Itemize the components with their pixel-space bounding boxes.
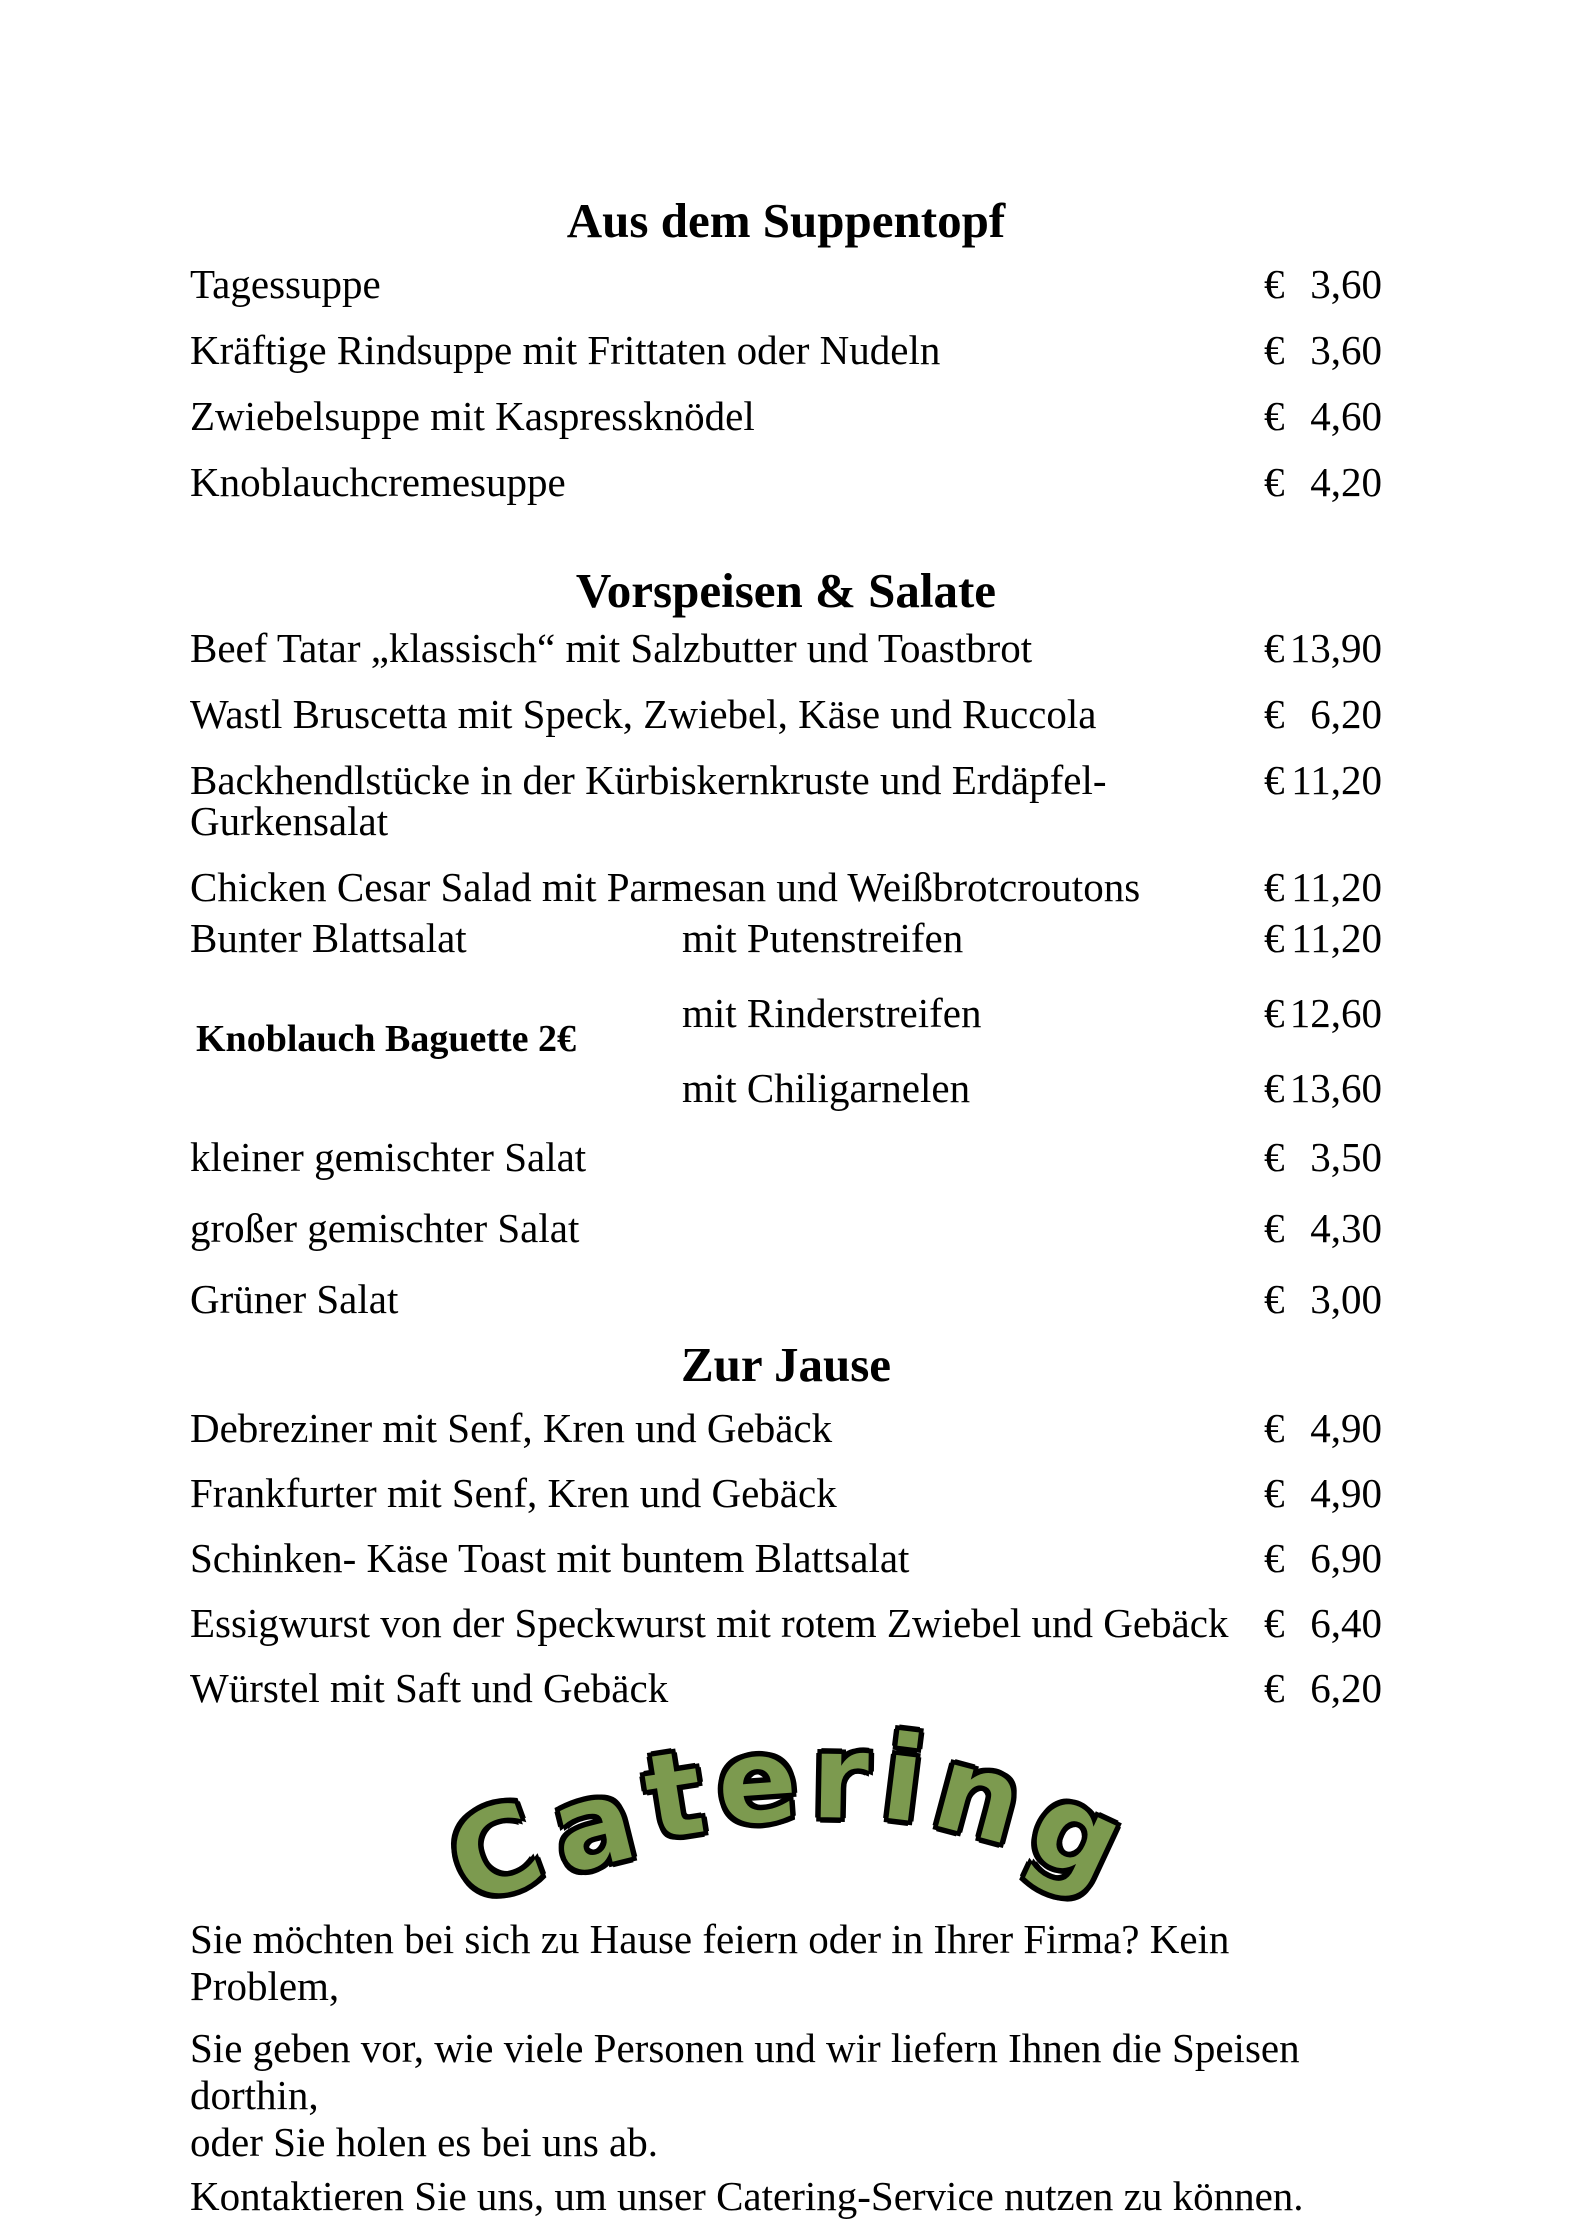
item-name: Chicken Cesar Salad mit Parmesan und Weißbrotcroutons [190, 864, 1141, 910]
catering-info-line: Sie möchten bei sich zu Hause feiern oder in Ihrer Firma? Kein Problem, [190, 1916, 1230, 2009]
price [1264, 393, 1382, 439]
menu-item-row [190, 1665, 1382, 1711]
price-value: 13,90 [1289, 625, 1382, 671]
price [1264, 1665, 1382, 1711]
menu-item-row [190, 757, 1382, 844]
euro-sign: € [1264, 1276, 1285, 1322]
euro-sign: € [1264, 625, 1285, 671]
euro-sign: € [1264, 990, 1285, 1036]
menu-item-row [190, 393, 1382, 439]
price-value: 6,40 [1310, 1600, 1382, 1646]
price-value: 11,20 [1291, 757, 1382, 803]
item-name: großer gemischter Salat [190, 1205, 580, 1251]
item-name: Grüner Salat [190, 1276, 399, 1322]
menu-item-row [190, 1600, 1382, 1646]
price [1264, 1470, 1382, 1516]
catering-letter: e [712, 1708, 802, 1853]
euro-sign: € [1264, 915, 1285, 961]
price [1264, 990, 1382, 1036]
price [1264, 1600, 1382, 1646]
side-note-garlic-baguette: Knoblauch Baguette 2€ [196, 1018, 577, 1060]
item-name: Kräftige Rindsuppe mit Frittaten oder Nudeln [190, 327, 941, 373]
menu-item-row [190, 1470, 1382, 1516]
section-title: Vorspeisen & Salate [575, 563, 997, 618]
euro-sign: € [1264, 1065, 1285, 1111]
item-name: Frankfurter mit Senf, Kren und Gebäck [190, 1470, 837, 1516]
euro-sign: € [1264, 1535, 1285, 1581]
euro-sign: € [1264, 1405, 1285, 1451]
item-name: Wastl Bruscetta mit Speck, Zwiebel, Käse und Ruccola [190, 691, 1097, 737]
price-value: 4,90 [1310, 1470, 1382, 1516]
section-title: Aus dem Suppentopf [566, 193, 1006, 248]
item-name: Würstel mit Saft und Gebäck [190, 1665, 669, 1711]
catering-letter: C [431, 1772, 560, 1933]
price-value: 11,20 [1291, 915, 1382, 961]
item-name: Knoblauchcremesuppe [190, 459, 566, 505]
euro-sign: € [1264, 393, 1285, 439]
item-name: Beef Tatar „klassisch“ mit Salzbutter und Toastbrot [190, 625, 1033, 671]
price [1264, 1205, 1382, 1251]
price [1264, 459, 1382, 505]
item-name: Zwiebelsuppe mit Kaspressknödel [190, 393, 755, 439]
menu-item-row [190, 1134, 1382, 1180]
salad-base-name: Bunter Blattsalat [190, 915, 467, 961]
price [1264, 1065, 1382, 1111]
price [1264, 864, 1382, 910]
price [1264, 625, 1382, 671]
salad-group [190, 915, 1382, 1111]
euro-sign: € [1264, 864, 1285, 910]
price-value: 13,60 [1289, 1065, 1382, 1111]
catering-info [190, 1916, 1382, 2220]
salad-group-spacer [190, 1068, 682, 1109]
price [1264, 1276, 1382, 1322]
price-value: 11,20 [1291, 864, 1382, 910]
price [1264, 915, 1382, 961]
item-name: Tagessuppe [190, 261, 381, 307]
menu-item-row [190, 1276, 1382, 1322]
catering-wordart [190, 1707, 1382, 1933]
catering-letter: i [874, 1707, 932, 1850]
euro-sign: € [1264, 1134, 1285, 1180]
variant-name: mit Chiligarnelen [682, 1065, 971, 1111]
menu-item-list [190, 1134, 1382, 1322]
price-value: 4,90 [1310, 1405, 1382, 1451]
catering-info-paragraph [190, 2025, 1382, 2166]
menu-item-row [190, 327, 1382, 373]
price-value: 3,00 [1310, 1276, 1382, 1322]
section-zur-jause [190, 1337, 1382, 1711]
item-name: Schinken- Käse Toast mit buntem Blattsalat [190, 1535, 910, 1581]
catering-letter: n [921, 1716, 1038, 1873]
item-name: Debreziner mit Senf, Kren und Gebäck [190, 1405, 833, 1451]
menu-item-row [190, 625, 1382, 671]
item-name: Backhendlstücke in der Kürbiskernkruste und Erdäpfel-Gurkensalat [190, 757, 1107, 844]
menu-item-row [190, 1205, 1382, 1251]
price-value: 6,20 [1310, 691, 1382, 737]
catering-info-line: Sie geben vor, wie viele Personen und wir liefern Ihnen die Speisen dorthin, [190, 2025, 1300, 2118]
menu-item-row [190, 459, 1382, 505]
price [1264, 1405, 1382, 1451]
item-name: kleiner gemischter Salat [190, 1134, 587, 1180]
price [1264, 327, 1382, 373]
price-value: 4,20 [1310, 459, 1382, 505]
euro-sign: € [1264, 1665, 1285, 1711]
catering-letter: r [809, 1707, 871, 1846]
section-vorspeisen-salate [190, 563, 1382, 1322]
menu-item-row [190, 1405, 1382, 1451]
price-value: 3,50 [1310, 1134, 1382, 1180]
catering-info-line: Kontaktieren Sie uns, um unser Catering-Service nutzen zu können. [190, 2173, 1304, 2219]
menu-item-row [190, 864, 1382, 910]
catering-letter: a [537, 1747, 648, 1902]
menu-item-row [190, 1535, 1382, 1581]
euro-sign: € [1264, 1600, 1285, 1646]
euro-sign: € [1264, 691, 1285, 737]
euro-sign: € [1264, 261, 1285, 307]
catering-info-line: oder Sie holen es bei uns ab. [190, 2119, 658, 2165]
euro-sign: € [1264, 1470, 1285, 1516]
menu-item-list [190, 261, 1382, 505]
price-value: 6,90 [1310, 1535, 1382, 1581]
price-value: 4,60 [1310, 393, 1382, 439]
menu-item-list [190, 1405, 1382, 1711]
catering-letter: g [1010, 1752, 1146, 1913]
euro-sign: € [1264, 757, 1285, 803]
catering-letter: t [635, 1721, 714, 1868]
variant-name: mit Putenstreifen [682, 915, 964, 961]
euro-sign: € [1264, 327, 1285, 373]
price [1264, 1535, 1382, 1581]
menu-item-row [190, 691, 1382, 737]
price-value: 3,60 [1310, 327, 1382, 373]
price-value: 3,60 [1310, 261, 1382, 307]
price [1264, 691, 1382, 737]
price-value: 4,30 [1310, 1205, 1382, 1251]
menu-item-row [190, 261, 1382, 307]
price [1264, 757, 1382, 842]
price [1264, 1134, 1382, 1180]
euro-sign: € [1264, 1205, 1285, 1251]
euro-sign: € [1264, 459, 1285, 505]
section-suppentopf [190, 193, 1382, 505]
menu-item-list [190, 625, 1382, 910]
item-name: Essigwurst von der Speckwurst mit rotem Zwiebel und Gebäck [190, 1600, 1229, 1646]
variant-name: mit Rinderstreifen [682, 990, 982, 1036]
price-value: 12,60 [1289, 990, 1382, 1036]
section-title: Zur Jause [680, 1337, 892, 1392]
price [1264, 261, 1382, 307]
price-value: 6,20 [1310, 1665, 1382, 1711]
